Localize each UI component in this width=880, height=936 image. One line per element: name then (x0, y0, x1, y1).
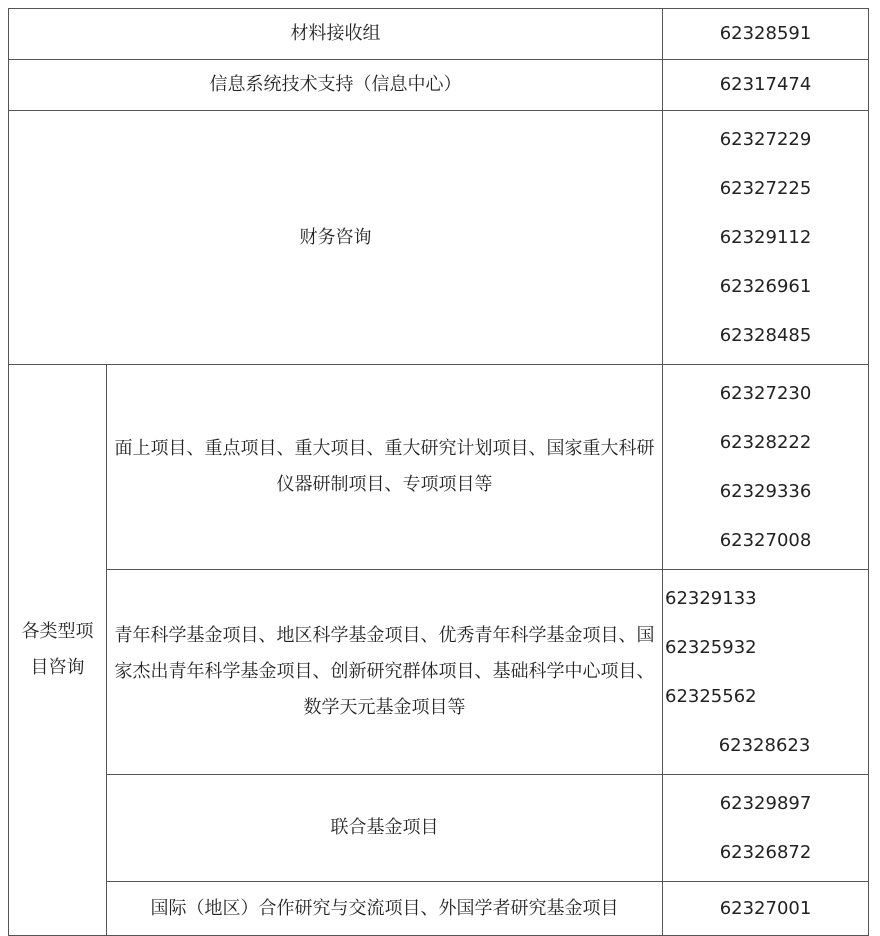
phone-number: 62325932 (665, 637, 757, 658)
row-label-it-support: 信息系统技术支持（信息中心） (9, 60, 663, 111)
row-label-finance: 财务咨询 (9, 111, 663, 365)
phone-number: 62317474 (719, 74, 812, 95)
phone-number: 62327001 (719, 897, 812, 919)
phone-cell (663, 365, 869, 570)
phone-number: 62328623 (718, 735, 811, 756)
table-row (9, 60, 869, 111)
phone-cell (663, 111, 869, 365)
phone-number: 62326961 (719, 276, 812, 297)
table-row (9, 775, 869, 882)
sub-label-talent-projects: 青年科学基金项目、地区科学基金项目、优秀青年科学基金项目、国家杰出青年科学基金项目、创新研究群体项目、基础科学中心项目、数学天元基金项目等 (107, 570, 663, 775)
sub-label-joint-fund: 联合基金项目 (107, 775, 663, 882)
table-row (9, 882, 869, 936)
phone-number: 62328222 (719, 432, 812, 453)
phone-cell (663, 775, 869, 882)
phone-number: 62325562 (665, 686, 757, 707)
sub-label-international: 国际（地区）合作研究与交流项目、外国学者研究基金项目 (107, 882, 663, 936)
phone-number: 62329133 (665, 588, 757, 609)
contact-table (8, 8, 869, 936)
row-label-project-consult: 各类型项目咨询 (9, 365, 107, 936)
phone-number: 62326872 (719, 842, 812, 863)
sub-label-general-projects: 面上项目、重点项目、重大项目、重大研究计划项目、国家重大科研仪器研制项目、专项项目等 (107, 365, 663, 570)
table-row (9, 9, 869, 60)
table-row (9, 111, 869, 365)
phone-number: 62328485 (719, 325, 812, 346)
row-label-materials: 材料接收组 (9, 9, 663, 60)
phone-number: 62327230 (719, 383, 812, 404)
phone-number: 62329897 (719, 793, 812, 814)
phone-number: 62328591 (719, 23, 812, 44)
phone-cell (663, 882, 869, 936)
phone-number: 62327008 (719, 530, 812, 551)
phone-cell (663, 9, 869, 60)
phone-number: 62329336 (719, 481, 812, 502)
phone-number: 62329112 (719, 227, 812, 248)
phone-number: 62327225 (719, 178, 812, 199)
phone-cell (663, 570, 869, 775)
table-row (9, 365, 869, 570)
phone-number: 62327229 (719, 129, 812, 150)
table-row (9, 570, 869, 775)
phone-cell (663, 60, 869, 111)
